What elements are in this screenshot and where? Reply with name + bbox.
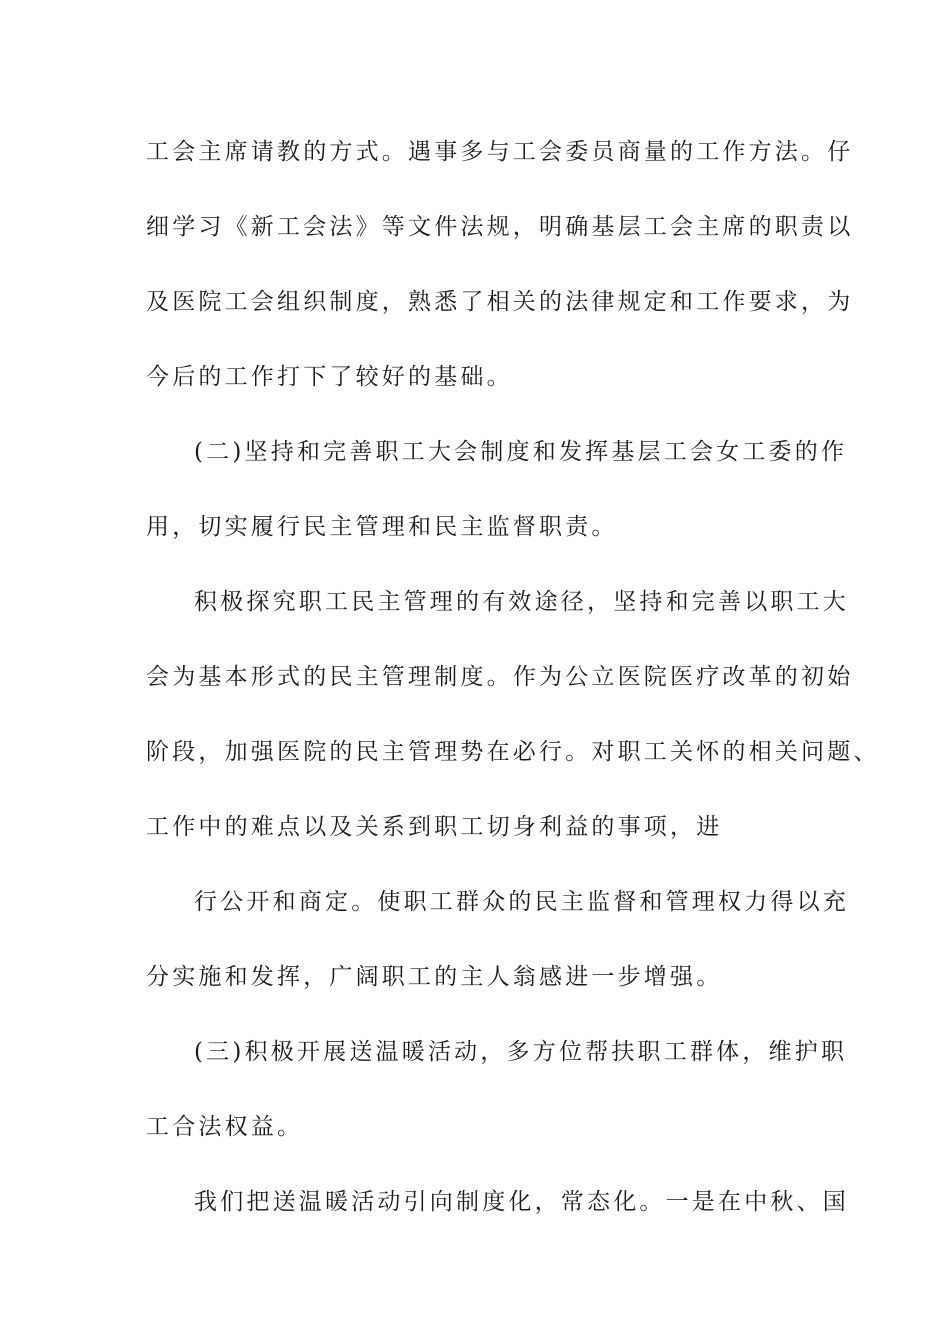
text-line: 今后的工作打下了较好的基础。 (146, 364, 513, 390)
section-heading-continued: 工合法权益。 (146, 1114, 304, 1140)
text-line: 工会主席请教的方式。遇事多与工会委员商量的工作方法。仔 (146, 139, 854, 165)
section-heading: (二)坚持和完善职工大会制度和发挥基层工会女工委的作 (194, 439, 848, 465)
text-line: 会为基本形式的民主管理制度。作为公立医院医疗改革的初始 (146, 664, 854, 690)
text-line: 及医院工会组织制度，熟悉了相关的法律规定和工作要求，为 (146, 289, 854, 315)
text-line: 积极探究职工民主管理的有效途径，坚持和完善以职工大 (194, 589, 849, 615)
section-heading: (三)积极开展送温暖活动，多方位帮扶职工群体，维护职 (194, 1039, 848, 1065)
text-line: 阶段，加强医院的民主管理势在必行。对职工关怀的相关问题、 (146, 739, 880, 765)
text-line: 我们把送温暖活动引向制度化，常态化。一是在中秋、国 (194, 1189, 849, 1215)
text-line: 分实施和发挥，广阔职工的主人翁感进一步增强。 (146, 964, 723, 990)
text-line: 行公开和商定。使职工群众的民主监督和管理权力得以充 (194, 889, 849, 915)
text-line: 工作中的难点以及关系到职工切身利益的事项，进 (146, 814, 723, 840)
text-line: 细学习《新工会法》等文件法规，明确基层工会主席的职责以 (146, 214, 854, 240)
section-heading-continued: 用，切实履行民主管理和民主监督职责。 (146, 514, 618, 540)
